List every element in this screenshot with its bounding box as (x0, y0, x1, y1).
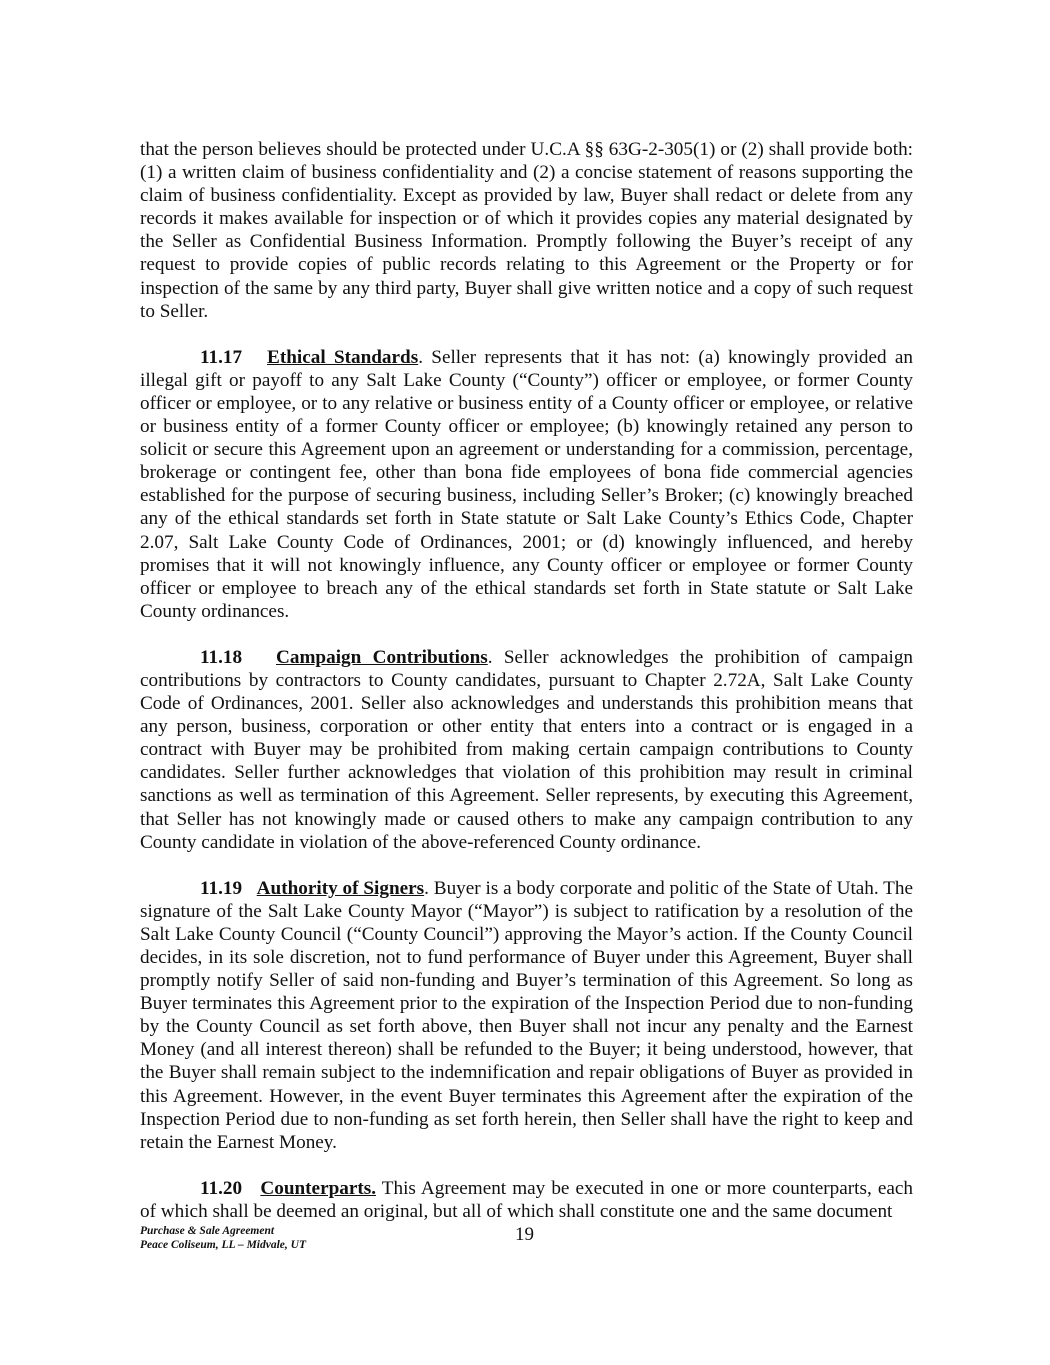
section-title-punct: . (418, 346, 423, 368)
page-number: 19 (515, 1224, 534, 1245)
section-text: Seller represents that it has not: (a) knowingly provided an illegal gift or payoff to any Salt Lake County (“County”) officer or employee, or former County officer or employee, or to any relative or business entity of a County officer or employee, or relative or business entity of a former County officer or employee; (b) knowingly retained any person to solicit or secure this Agreement upon an agreement or understanding for a commission, percentage, brokerage or contingent fee, other than bona fide employees of bona fide commercial agencies established for the purpose of securing business, including Seller’s Broker; (c) knowingly breached any of the ethical standards set forth in State statute or Salt Lake County’s Ethics Code, Chapter 2.07, Salt Lake County Code of Ordinances, 2001; or (d) knowingly influenced, and hereby promises that it will not knowingly influence, any County officer or employee or former County officer or employee to breach any of the ethical standards set forth in State statute or Salt Lake County ordinances. (140, 346, 913, 622)
document-body (140, 138, 913, 1223)
page-footer (140, 1224, 913, 1264)
footer-document-info (140, 1224, 306, 1252)
footer-property-name: Peace Coliseum, LL – Midvale, UT (140, 1239, 306, 1251)
section-title-punct: . (487, 646, 493, 668)
section-number: 11.19 (200, 877, 243, 899)
section-text: Buyer is a body corporate and politic of the State of Utah. The signature of the Salt Lake County Mayor (“Mayor”) is subject to ratification by a resolution of the Salt Lake County Council (“County Council”) approving the Mayor’s action. If the County Council decides, in its sole discretion, not to fund performance of Buyer under this Agreement, Buyer shall promptly notify Seller of said non-funding and Buyer’s termination of this Agreement. So long as Buyer terminates this Agreement prior to the expiration of the Inspection Period due to non-funding by the County Council as set forth above, then Buyer shall not incur any penalty and the Earnest Money (and all interest thereon) shall be refunded to the Buyer; it being understood, however, that the Buyer shall remain subject to the indemnification and repair obligations of Buyer as provided in this Agreement. However, in the event Buyer terminates this Agreement after the expiration of the Inspection Period due to non-funding as set forth herein, then Seller shall have the right to keep and retain the Earnest Money. (140, 877, 914, 1153)
section-number: 11.20 (200, 1177, 243, 1199)
section-11-18 (140, 646, 913, 854)
section-11-19 (140, 877, 913, 1154)
section-11-17 (140, 346, 913, 623)
section-text: Seller acknowledges the prohibition of campaign contributions by contractors to County candidates, pursuant to Chapter 2.72A, Salt Lake County Code of Ordinances, 2001. Seller also acknowledges and understands this prohibition means that any person, business, corporation or other entity that enters into a contract or is engaged in a contract with Buyer may be prohibited from making certain campaign contributions to County candidates. Seller further acknowledges that violation of this prohibition may result in criminal sanctions as well as termination of this Agreement. Seller represents, by executing this Agreement, that Seller has not knowingly made or caused others to make any campaign contribution to any County candidate in violation of the above-referenced County ordinance. (140, 646, 914, 853)
section-11-20 (140, 1177, 913, 1223)
intro-paragraph: that the person believes should be protected under U.C.A §§ 63G-2-305(1) or (2) shall provide both: (1) a written claim of business confidentiality and (2) a concise statement of reasons supporting the claim of business confidentiality. Except as provided by law, Buyer shall redact or delete from any records it makes available for inspection or of which it provides copies any material designated by the Seller as Confidential Business Information. Promptly following the Buyer’s receipt of any request to provide copies of public records relating to this Agreement or the Property or for inspection of the same by any third party, Buyer shall give written notice and a copy of such request to Seller. (140, 139, 913, 322)
footer-agreement-title: Purchase & Sale Agreement (140, 1225, 275, 1237)
section-title: Counterparts. (260, 1177, 377, 1199)
section-number: 11.18 (200, 646, 243, 668)
section-number: 11.17 (200, 346, 243, 368)
section-title-punct: . (424, 877, 429, 899)
section-title: Ethical Standards (267, 346, 419, 368)
section-title: Campaign Contributions (276, 646, 488, 668)
section-title: Authority of Signers (256, 877, 425, 899)
section-text: This Agreement may be executed in one or more counterparts, each of which shall be deemed an original, but all of which shall constitute one and the same document (140, 1177, 914, 1222)
